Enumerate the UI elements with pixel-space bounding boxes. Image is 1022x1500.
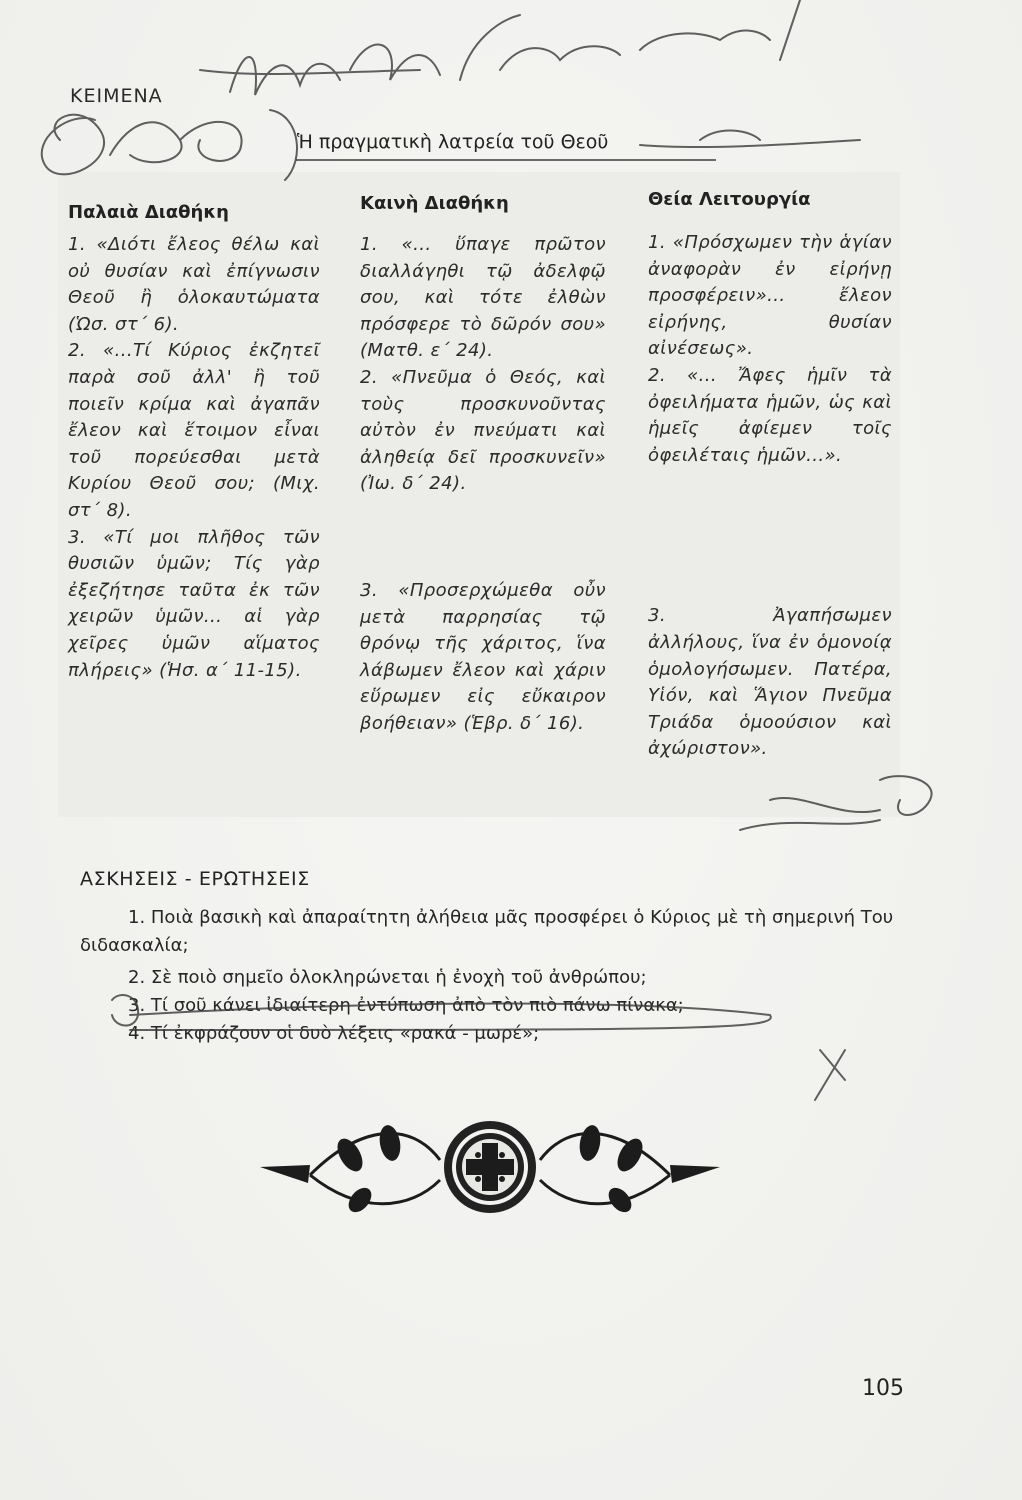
passage: 1. «Πρόσχωμεν τὴν ἁγίαν ἀναφορὰν ἐν εἰρήνῃ προσφέρειν»... ἔλεον εἰρήνης, θυσίαν αἰνέσεως».: [648, 232, 892, 360]
column-old-testament: [68, 232, 320, 684]
column-heading-divine-liturgy: Θεία Λειτουργία: [648, 189, 811, 210]
exercise-item: 3. Τί σοῦ κάνει ἰδιαίτερη ἐντύπωση ἀπὸ τὸν πιὸ πάνω πίνακα;: [128, 995, 684, 1016]
title-underline: [296, 159, 716, 161]
column-divine-liturgy: [648, 230, 892, 763]
exercises-heading: ΑΣΚΗΣΕΙΣ - ΕΡΩΤΗΣΕΙΣ: [80, 868, 310, 890]
page-title: Ἡ πραγματικὴ λατρεία τοῦ Θεοῦ: [297, 131, 609, 153]
exercise-item: 4. Τί ἐκφράζουν οἱ δυὸ λέξεις «ρακά - μωρέ»;: [128, 1023, 540, 1044]
column-heading-new-testament: Καινὴ Διαθήκη: [360, 193, 509, 214]
section-label: ΚΕΙΜΕΝΑ: [70, 85, 163, 107]
column-new-testament: [360, 232, 606, 738]
passage: 2. «... Ἄφες ἡμῖν τὰ ὀφειλήματα ἡμῶν, ὡς καὶ ἡμεῖς ἀφίεμεν τοῖς ὀφειλέταις ἡμῶν...».: [648, 364, 892, 466]
passage: 1. «... ὕπαγε πρῶτον διαλλάγηθι τῷ ἀδελφῷ σου, καὶ τότε ἐλθὼν πρόσφερε τὸ δῶρόν σου» (Ματθ. ε΄ 24).: [360, 234, 606, 362]
exercise-item: 1. Ποιὰ βασικὴ καὶ ἀπαραίτητη ἀλήθεια μᾶς προσφέρει ὁ Κύριος μὲ τὴ σημερινή Του διδασκαλία;: [80, 907, 894, 956]
passage: 2. «Πνεῦμα ὁ Θεός, καὶ τοὺς προσκυνοῦντας αὐτὸν ἐν πνεύματι καὶ ἀληθείᾳ δεῖ προσκυνεῖν» (Ἰω. δ΄ 24).: [360, 366, 606, 495]
passage: 1. «Διότι ἔλεος θέλω καὶ οὐ θυσίαν καὶ ἐπίγνωσιν Θεοῦ ἢ ὁλοκαυτώματα (Ὡσ. στ΄ 6).: [68, 234, 320, 335]
passage: 3. «Τί μοι πλῆθος τῶν θυσιῶν ὑμῶν; Τίς γὰρ ἐξεζήτησε ταῦτα ἐκ τῶν χειρῶν ὑμῶν... αἱ γὰρ χεῖρες ὑμῶν αἵματος πλήρεις» (Ἡσ. α΄ 11-15).: [68, 526, 320, 681]
page-number: 105: [862, 1376, 904, 1401]
passage: 3. Ἀγαπήσωμεν ἀλλήλους, ἵνα ἐν ὁμονοίᾳ ὁμολογήσωμεν. Πατέρα, Υἱόν, καὶ Ἅγιον Πνεῦμα Τριάδα ὁμοούσιον καὶ ἀχώριστον».: [648, 605, 892, 760]
passage: 3. «Προσερχώμεθα οὖν μετὰ παρρησίας τῷ θρόνῳ τῆς χάριτος, ἵνα λάβωμεν ἔλεον καὶ χάριν εὕρωμεν εἰς εὔκαιρον βοήθειαν» (Ἑβρ. δ΄ 16).: [360, 579, 606, 734]
exercise-item: 2. Σὲ ποιὸ σημεῖο ὁλοκληρώνεται ἡ ἐνοχὴ τοῦ ἀνθρώπου;: [128, 967, 647, 988]
cross-ornament-icon: [250, 1105, 730, 1215]
passage: 2. «...Τί Κύριος ἐκζητεῖ παρὰ σοῦ ἀλλ' ἢ τοῦ ποιεῖν κρίμα καὶ ἀγαπᾶν ἔλεον καὶ ἕτοιμον εἶναι τοῦ πορεύεσθαι μετὰ Κυρίου Θεοῦ σου; (Μιχ. στ΄ 8).: [68, 340, 320, 521]
column-heading-old-testament: Παλαιὰ Διαθήκη: [68, 202, 229, 223]
